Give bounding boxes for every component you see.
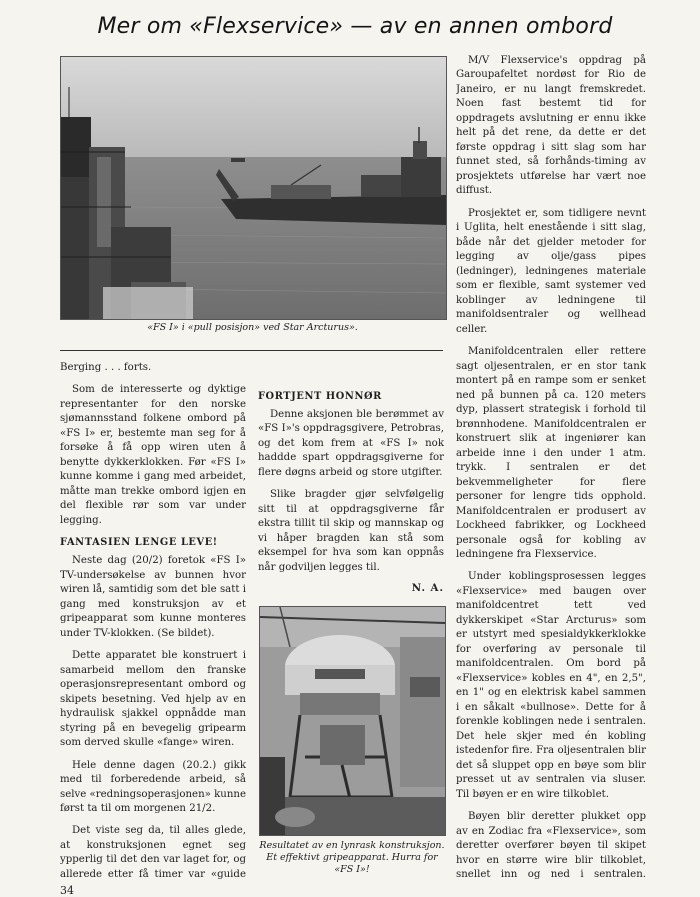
section-divider [60,350,443,351]
page-number: 34 [60,884,74,897]
paragraph: Prosjektet er, som tidligere nevnt i Uglita, helt enestående i sitt slag, både når det gjelder metoder for legging av olje/gass pipes (ledninger), ledningenes materiale som er flexible, samt systemer ved koblinger av ledningene til manifoldsentraler og wellhead celler. [456,207,646,335]
article-headline: Mer om «Flexservice» — av en annen ombord [97,14,613,39]
paragraph: Slike bragder gjør selvfølgelig sitt til at oppdragsgiverne får ekstra tillit til skip og mannskap og vi håper bragden kan stå som eksempel for hva som kan oppnås når godviljen legges til. [258,489,444,573]
paragraph: Bøyen blir deretter plukket opp av en Zodiac fra «Flexservice», som deretter overfører bøyen til skipet hvor en større wire blir tilkoblet, snellet inn og ned i sentralen. [456,811,646,880]
left-column [60,361,246,881]
paragraph: Hele denne dagen (20.2.) gikk med til forberedende arbeid, så selve «redningsoperasjonen» kunne først ta til om morgenen 21/2. [60,759,246,814]
paragraph: Under koblingsprosessen legges «Flexservice» med baugen over manifoldcentret tett ved dykkerskipet «Star Arcturus» som er utstyrt med spesialdykkerklokke for overføring av personale til manifoldcentralen. Om bord på «Flexservice» kobles en 4", en 2,5", en 1" og en elektrisk kabel sammen i en såkalt «bullnose». Dette for å forenkle koblingen nede i sentralen. Det hele skjer med én kobling istedenfor fire. Fra oljesentralen blir det så sluppet opp en bøye som blir presset ut av sentralen via sluser. Til bøyen er en wire tilkoblet. [456,571,646,800]
subheading: FORTJENT HONNØR [258,391,382,402]
paragraph: Neste dag (20/2) foretok «FS I» TV-undersøkelse av bunnen hvor wiren lå, samtidig som det ble satt i gang med konstruksjon av et gripeapparat som kunne monteres under TV-klokken. (Se bildet). [60,555,246,639]
gripper-photo-caption: Resultatet av en lynrask konstruksjon. Et effektivt gripeapparat. Hurra for «FS I»! [259,840,445,876]
paragraph: Som de interesserte og dyktige representanter for den norske sjømannsstand folkene ombord på «FS I» er, bestemte man seg for å forsøke å få opp wiren uten å benytte dykkerklokken. Før «FS I» kunne komme i gang med arbeidet, måtte man trekke ombord igjen en del flexible rør som var under legging. [60,384,246,526]
right-column [456,54,646,880]
paragraph: Denne aksjonen ble berømmet av «FS I»'s oppdragsgivere, Petrobras, og det kom frem at «FS I» nok haddde spart oppdragsgiverne for flere døgns arbeid og store utgifter. [258,408,444,478]
ship-photo [60,56,447,320]
gripper-apparatus-photo [259,606,446,836]
continued-label: Berging . . . forts. [60,362,152,373]
paragraph: Dette apparatet ble konstruert i samarbeid mellom den franske operasjonsrepresentant ombord og skipets besetning. Ved hjelp av en hydraulisk sjakkel oppnådde man styring på en bevegelig gripearm som derved skulle «fange» wiren. [60,650,246,749]
paragraph: Manifoldcentralen eller rettere sagt oljesentralen, er en stor tank montert på en rampe som er senket ned på bunnen på ca. 120 meters dyp, plassert strategisk i forhold til brønnhodene. Manifoldcentralen er konstruert slik at ingeniører kan arbeide inne i den under 1 atm. trykk. I sentralen er det bekvemmeligheter for flere personer for lengre tids opphold. Manifoldcentralen er produsert av Lockheed fabrikker, og Lockheed personale også for kobling av ledningene fra Flexservice. [456,346,646,560]
author-signature: N. A. [411,582,444,595]
ship-photo-caption: «FS I» i «pull posisjon» ved Star Arcturus». [147,322,358,333]
paragraph: Det viste seg da, til alles glede, at konstruksjonen egnet seg ypperlig til det den var laget for, og allerede etter få timer var «guide [60,825,246,880]
middle-column [258,384,444,598]
subheading: FANTASIEN LENGE LEVE! [60,537,218,549]
paragraph: M/V Flexservice's oppdrag på Garoupafeltet nordøst for Rio de Janeiro, er nu langt fremskredet. Noen fast bestemt tid for oppdragets avslutning er ennu ikke helt på det rene, da dette er det første oppdrag i sitt slag som har funnet sted, så forhånds-timing av prosjektets utførelse har vært noe diffust. [456,55,646,197]
